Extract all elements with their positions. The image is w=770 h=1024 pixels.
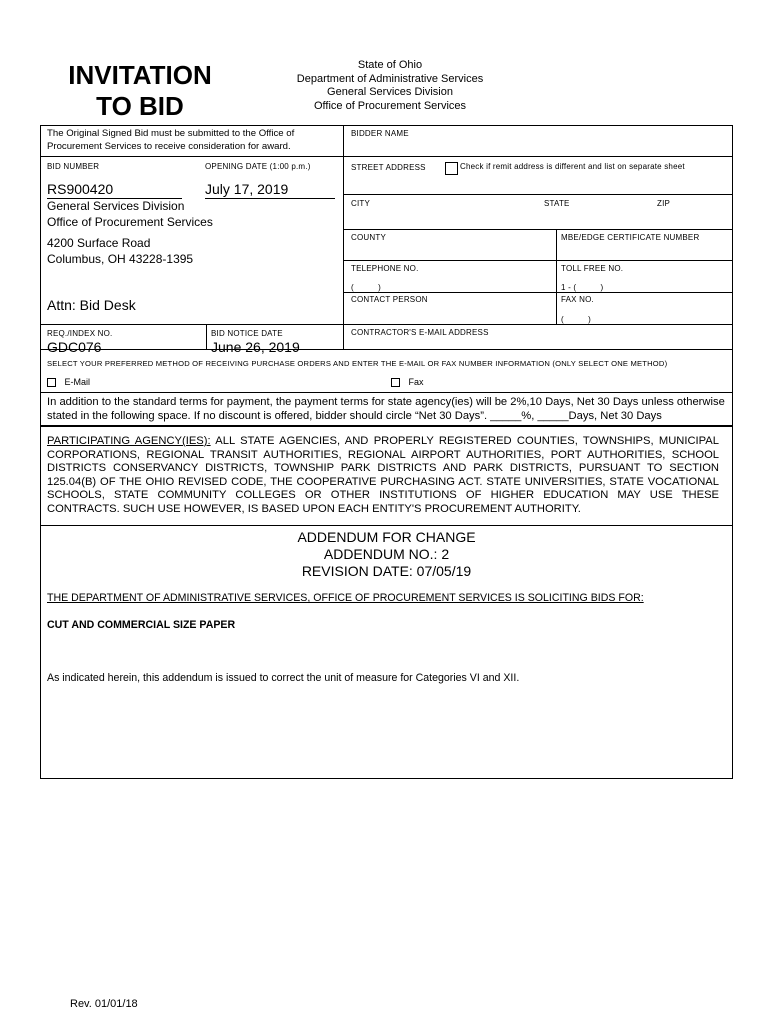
fax-label: FAX NO. (561, 295, 594, 304)
addendum-line-1: ADDENDUM FOR CHANGE (297, 529, 476, 545)
agency-line: Office of Procurement Services (313, 99, 467, 112)
delivery-address (47, 199, 213, 267)
mbe-certificate-label: MBE/EDGE CERTIFICATE NUMBER (561, 233, 700, 242)
agency-line: Department of Administrative Services (296, 72, 484, 85)
city-label: CITY (351, 199, 371, 208)
participating-agencies (47, 435, 719, 516)
method-instruction: SELECT YOUR PREFERRED METHOD OF RECEIVING PURCHASE ORDERS AND ENTER THE E-MAIL OR FAX NUMBER INFORMATION (ONLY SELECT ONE METHOD) (47, 359, 668, 368)
zip-label: ZIP (657, 199, 671, 208)
bidder-name-field[interactable] (348, 138, 728, 154)
county-label: COUNTY (351, 233, 386, 242)
payment-terms: In addition to the standard terms for payment, the payment terms for state agency(ies) will be 2%,10 Days, Net 30 Days unless otherwise stated in the following space. If no discount is offered, bidder should circle “Net 30 Days”. _____%, _____Days, Net 30 Days (47, 396, 725, 422)
agency-line: General Services Division (327, 86, 453, 98)
toll-free-field[interactable]: 1 - ( ) (561, 283, 604, 292)
contact-person-label: CONTACT PERSON (351, 295, 428, 304)
addendum-line-2: ADDENDUM NO.: 2 (323, 546, 450, 562)
email-option[interactable] (47, 377, 90, 387)
bid-notice-date-label: BID NOTICE DATE (211, 329, 283, 338)
address-line: Office of Procurement Services (47, 214, 213, 229)
bid-number-label: BID NUMBER (47, 162, 100, 171)
agency-line: State of Ohio (357, 59, 423, 71)
participating-label: PARTICIPATING AGENCY(IES): (47, 435, 211, 447)
bid-number-value: RS900420 (47, 181, 182, 199)
title-line-1: INVITATION (68, 60, 212, 90)
address-line: General Services Division (47, 199, 185, 213)
remit-check-label: Check if remit address is different and list on separate sheet (460, 162, 685, 171)
fax-option[interactable] (391, 377, 424, 387)
toll-free-label: TOLL FREE NO. (561, 264, 624, 273)
opening-date-value: July 17, 2019 (205, 181, 335, 199)
email-checkbox[interactable] (47, 378, 56, 387)
street-address-field[interactable] (348, 174, 728, 192)
submission-notice: The Original Signed Bid must be submitted to the Office of Procurement Services to receive consideration for award. (47, 128, 295, 152)
req-index-value: GDC076 (47, 339, 102, 355)
title-line-2: TO BID (96, 91, 184, 121)
req-index-label: REQ./INDEX NO. (47, 329, 113, 338)
agency-header (280, 59, 500, 113)
telephone-label: TELEPHONE NO. (351, 264, 419, 273)
soliciting-statement: THE DEPARTMENT OF ADMINISTRATIVE SERVICES, OFFICE OF PROCUREMENT SERVICES IS SOLICITING BIDS FOR: (47, 592, 644, 604)
telephone-field[interactable]: ( ) (351, 283, 381, 292)
addendum-line-3: REVISION DATE: 07/05/19 (301, 563, 472, 579)
address-line: 4200 Surface Road (47, 236, 151, 250)
bid-notice-date-value: June 26, 2019 (211, 339, 300, 355)
document-title (40, 60, 240, 122)
attn-bid-desk: Attn: Bid Desk (47, 297, 136, 313)
bidder-name-label: BIDDER NAME (351, 129, 409, 138)
state-label: STATE (544, 199, 570, 208)
revision-footer: Rev. 01/01/18 (70, 998, 138, 1010)
addendum-note: As indicated herein, this addendum is issued to correct the unit of measure for Categories VI and XII. (47, 672, 520, 684)
addendum-heading (40, 529, 733, 580)
fax-field[interactable]: ( ) (561, 315, 591, 324)
email-address-label: CONTRACTOR'S E-MAIL ADDRESS (351, 328, 489, 337)
fax-checkbox[interactable] (391, 378, 400, 387)
email-option-label: E-Mail (64, 377, 91, 387)
fax-option-label: Fax (408, 377, 424, 387)
street-address-label: STREET ADDRESS (351, 163, 426, 172)
address-line: Columbus, OH 43228-1395 (47, 251, 194, 266)
participating-text: ALL STATE AGENCIES, AND PROPERLY REGISTERED COUNTIES, TOWNSHIPS, MUNICIPAL CORPORATIONS, REGIONAL TRANSIT AUTHORITIES, REGIONAL AIRPORT AUTHORITIES, PORT AUTHORITIES, SCHOOL DISTRICTS CONSERVANCY DISTRICTS, TOWNSHIP PARK DISTRICTS AND PARK DISTRICTS, PURSUANT TO SECTION 125.04(B) OF THE OHIO REVISED CODE, THE COOPERATIVE PURCHASING ACT. STATE UNIVERSITIES, STATE VOCATIONAL SCHOOLS, STATE COMMUNITY COLLEGES OR OTHER INSTITUTIONS OF HIGHER EDUCATION MAY USE THESE CONTRACTS. SUCH USE HOWEVER, IS BASED UPON EACH ENTITY'S PROCUREMENT AUTHORITY. (47, 435, 719, 515)
bid-subject: CUT AND COMMERCIAL SIZE PAPER (47, 619, 236, 631)
opening-date-label: OPENING DATE (1:00 p.m.) (205, 162, 311, 171)
city-state-zip-field[interactable] (348, 209, 728, 227)
